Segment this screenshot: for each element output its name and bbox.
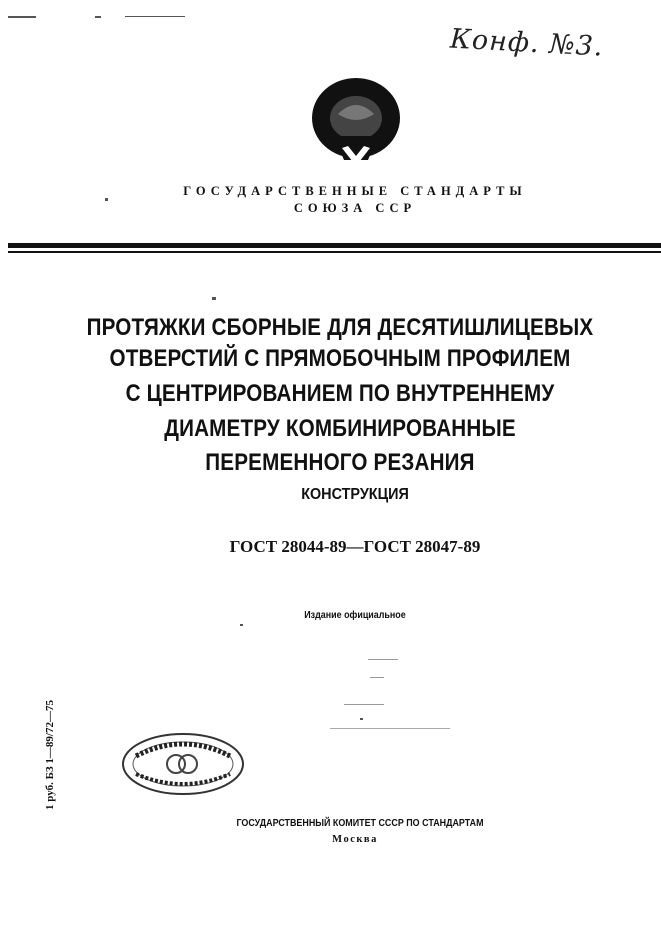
scan-speck: [212, 297, 216, 300]
scan-speck: [105, 198, 108, 201]
scan-speck: [368, 659, 398, 660]
price-code: 1 руб. БЗ 1—89/72—75: [44, 700, 56, 810]
scan-speck: [240, 624, 243, 626]
edition-label: Издание официальное: [304, 609, 406, 621]
document-title-line: ДИАМЕТРУ КОМБИНИРОВАННЫЕ: [164, 415, 516, 442]
scan-speck: [125, 16, 185, 17]
library-stamp-icon: [118, 730, 248, 798]
document-title-line: С ЦЕНТРИРОВАНИЕМ ПО ВНУТРЕННЕМУ: [125, 380, 555, 407]
document-title-line: ПЕРЕМЕННОГО РЕЗАНИЯ: [205, 449, 475, 476]
handwritten-note: Конф. №3.: [449, 23, 605, 63]
publisher-name: ГОСУДАРСТВЕННЫЙ КОМИТЕТ СССР ПО СТАНДАРТАМ: [236, 817, 484, 829]
publisher-city: Москва: [332, 834, 378, 845]
standards-series: ГОСУДАРСТВЕННЫЕ СТАНДАРТЫ: [183, 184, 527, 198]
scan-speck: [330, 728, 450, 729]
document-title-line: ОТВЕРСТИЙ С ПРЯМОБОЧНЫМ ПРОФИЛЕМ: [109, 345, 571, 372]
scan-speck: [8, 16, 36, 18]
scan-speck: [360, 718, 363, 720]
scan-speck: [95, 16, 101, 18]
document-subtitle: КОНСТРУКЦИЯ: [301, 486, 409, 503]
scan-speck: [370, 677, 384, 678]
header-rule-thin: [8, 251, 661, 253]
gost-numbers: ГОСТ 28044-89—ГОСТ 28047-89: [229, 537, 481, 556]
header-rule: [8, 243, 661, 248]
standards-series-union: СОЮЗА ССР: [293, 201, 417, 215]
scan-speck: [344, 704, 384, 705]
document-title-line: ПРОТЯЖКИ СБОРНЫЕ ДЛЯ ДЕСЯТИШЛИЦЕВЫХ: [86, 314, 594, 341]
ussr-emblem-icon: [304, 74, 408, 174]
